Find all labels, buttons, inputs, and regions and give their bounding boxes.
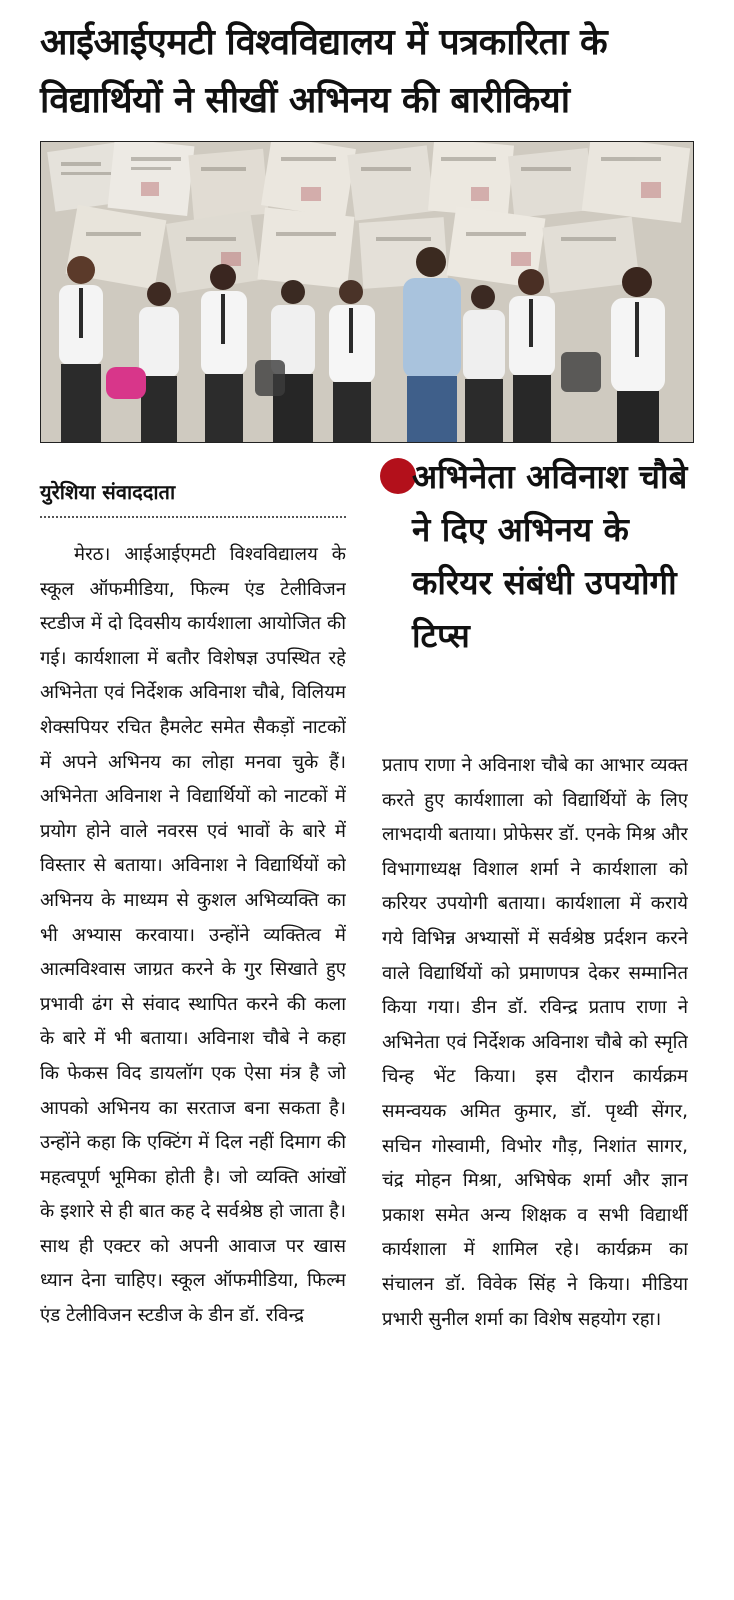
article-body-right-column: प्रताप राणा ने अविनाश चौबे का आभार व्यक्त करते हुए कार्यशााला को विद्यार्थियों के लिए लाभदायी बताया। प्रोफेसर डॉ. एनके मिश्र और विभागाध्यक्ष विशाल शर्मा ने कार्यशाला को करियर उपयोगी बताया। कार्यशाला में कराये गये विभिन्न अभ्यासों में सर्वश्रेष्ठ प्रर्दशन करने वाले विद्यार्थियों को प्रमाणपत्र देकर सम्मानित किया गया। डीन डॉ. रविन्द्र प्रताप राणा ने अभिनेता एवं निर्देशक अविनाश चौबे को स्मृति चिन्ह भेंट किया। इस दौरान कार्यक्रम समन्वयक अमित कुमार, डॉ. पृथ्वी सेंगर, सचिन गोस्वामी, विभोर गौड़, निशांत सागर, चंद्र मोहन मिश्रा, अभिषेक शर्मा और ज्ञान प्रकाश समेत अन्य शिक्षक व सभी विद्यार्थी कार्यशाला में शामिल रहे। कार्यक्रम का संचालन डॉ. विवेक सिंह ने किया। मीडिया प्रभारी सुनील शर्मा का विशेष सहयोग रहा। [382,755,688,1330]
news-photo [40,141,694,443]
byline-divider [40,516,346,518]
headline: आईआईएमटी विश्वविद्यालय में पत्रकारिता के विद्यार्थियों ने सीखीं अभिनय की बारीकियां [40,22,608,121]
classroom-photo-icon [41,142,693,442]
article-body-left-column: मेरठ। आईआईएमटी विश्वविद्यालय के स्कूल ऑफमीडिया, फिल्म एंड टेलीविजन स्टडीज में दो दिवसीय कार्यशाला आयोजित की गई। कार्यशाला में बतौर विशेषज्ञ उपस्थित रहे अभिनेता एवं निर्देशक अविनाश चौबे, विलियम शेक्सपियर रचित हैमलेट समेत सैकड़ों नाटकों में अपने अभिनय का लोहा मनवा चुके हैं। अभिनेता अविनाश ने विद्यार्थियों को नाटकों में प्रयोग होने वाले नवरस एवं भावों के बारे में विस्तार से बताया। अविनाश ने विद्यार्थियों को अभिनय के माध्यम से कुशल अभिव्यक्ति का भी अभ्यास करवाया। उन्होंने व्यक्तित्व में आत्मविश्वास जाग्रत करने के गुर सिखाते हुए प्रभावी ढंग से संवाद स्थापित करने की कला के बारे में भी बताया। अविनाश चौबे ने कहा कि फेकस विद डायलॉग एक ऐसा मंत्र है जो आपको अभिनय का सरताज बना सकता है। उन्होंने कहा कि एक्टिंग में दिल नहीं दिमाग की महत्वपूर्ण भूमिका होती है। जो व्यक्ति आंखों के इशारे से ही बात कह दे सर्वश्रेष्ठ हो जाता है। साथ ही एक्टर को अपनी आवाज पर खास ध्यान देना चाहिए। स्कूल ऑफमीडिया, फिल्म एंड टेलीविजन स्टडीज के डीन डॉ. रविन्द्र [40,544,346,1327]
byline: युरेशिया संवाददाता [40,480,176,504]
red-bullet-icon [380,458,416,494]
highlight-text: अभिनेता अविनाश चौबे ने दिए अभिनय के करियर संबंधी उपयोगी टिप्स [412,457,688,655]
